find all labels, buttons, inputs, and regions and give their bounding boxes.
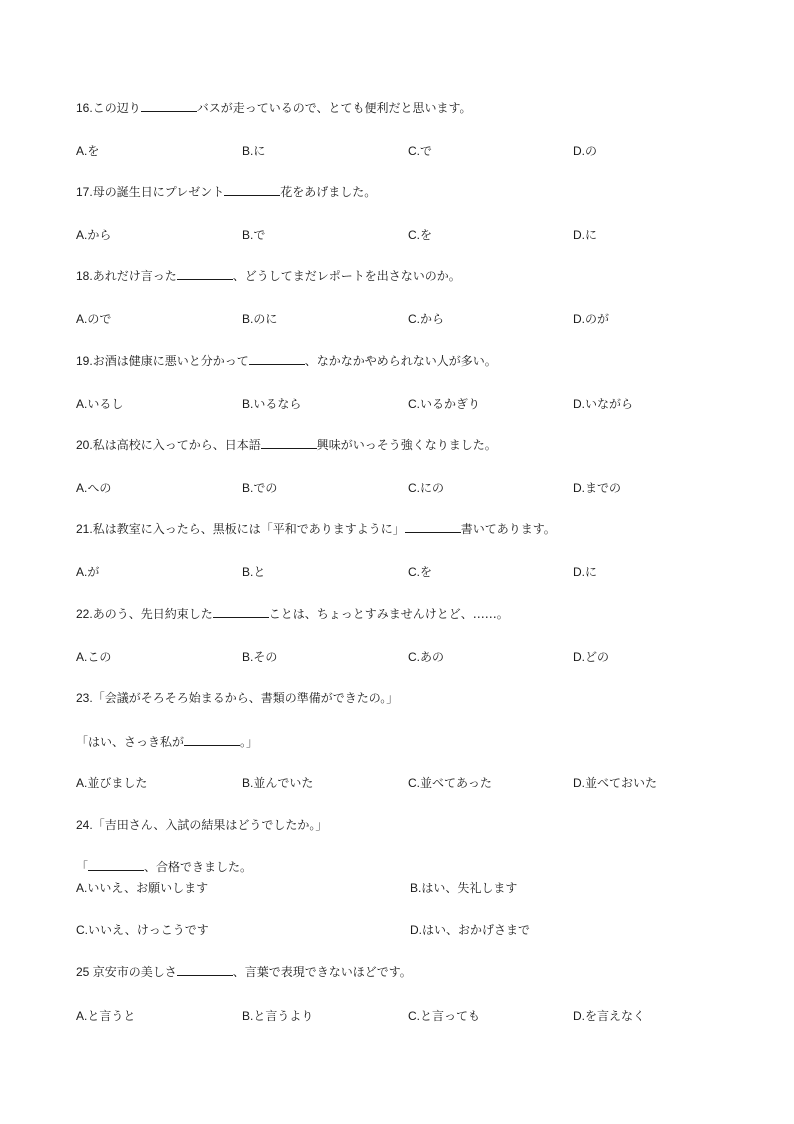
option-c[interactable]: C.いるかぎり — [408, 397, 481, 411]
stem-before: 私は教室に入ったら、黒板には「平和でありますように」 — [92, 522, 405, 536]
option-b[interactable]: B.のに — [242, 312, 278, 326]
question-23-stem — [76, 690, 398, 706]
option-c[interactable]: C.いいえ、けっこうです — [76, 923, 209, 937]
question-24-reply — [76, 859, 252, 875]
option-c[interactable]: C.から — [408, 312, 445, 326]
option-b[interactable]: B.いるなら — [242, 397, 302, 411]
question-number: 18. — [76, 269, 93, 283]
option-b[interactable]: B.と言うより — [242, 1009, 314, 1023]
option-c[interactable]: C.で — [408, 144, 433, 158]
option-d[interactable]: D.を言えなく — [573, 1009, 646, 1023]
question-19-stem — [76, 353, 497, 369]
dialogue-line-1: 「会議がそろそろ始まるから、書類の準備ができたの。」 — [92, 691, 399, 705]
option-b[interactable]: B.での — [242, 481, 278, 495]
option-c[interactable]: C.を — [408, 228, 433, 242]
option-a[interactable]: A.並びました — [76, 776, 148, 790]
stem-before: 母の誕生日にプレゼント — [92, 185, 225, 199]
answer-blank — [177, 268, 233, 280]
dialogue-line-1: 「吉田さん、入試の結果はどうでしたか。」 — [92, 818, 328, 832]
answer-blank — [213, 606, 269, 618]
answer-blank — [261, 437, 317, 449]
answer-blank — [141, 100, 197, 112]
answer-blank — [184, 734, 240, 746]
stem-before: 京安市の美しさ — [92, 965, 177, 979]
reply-after: 。」 — [240, 735, 259, 749]
question-18-stem — [76, 268, 461, 284]
option-d[interactable]: D.どの — [573, 650, 610, 664]
stem-before: あれだけ言った — [92, 269, 177, 283]
option-c[interactable]: C.並べてあった — [408, 776, 492, 790]
option-a[interactable]: A.この — [76, 650, 112, 664]
question-21-stem — [76, 521, 556, 537]
question-number: 22. — [76, 607, 93, 621]
option-b[interactable]: B.はい、失礼します — [410, 881, 518, 895]
option-a[interactable]: A.ので — [76, 312, 112, 326]
question-number: 16. — [76, 101, 93, 115]
question-25-stem — [76, 964, 412, 980]
stem-after: 花をあげました。 — [280, 185, 377, 199]
option-c[interactable]: C.あの — [408, 650, 445, 664]
stem-after: 、言葉で表現できないほどです。 — [232, 965, 412, 979]
option-d[interactable]: D.はい、おかげさまで — [410, 923, 531, 937]
question-number: 21. — [76, 522, 93, 536]
option-d[interactable]: D.のが — [573, 312, 610, 326]
stem-after: 、なかなかやめられない人が多い。 — [304, 354, 497, 368]
stem-after: ことは、ちょっとすみませんけとど、……。 — [268, 607, 509, 621]
option-c[interactable]: C.を — [408, 565, 433, 579]
stem-after: バスが走っているので、とても便利だと思います。 — [196, 101, 472, 115]
answer-blank — [177, 964, 233, 976]
answer-blank — [249, 353, 305, 365]
option-d[interactable]: D.の — [573, 144, 598, 158]
option-b[interactable]: B.で — [242, 228, 266, 242]
stem-after: 書いてあります。 — [460, 522, 556, 536]
option-d[interactable]: D.に — [573, 228, 598, 242]
answer-blank — [224, 184, 280, 196]
stem-before: あのう、先日約束した — [92, 607, 213, 621]
stem-after: 、どうしてまだレポートを出さないのか。 — [232, 269, 461, 283]
option-c[interactable]: C.にの — [408, 481, 445, 495]
option-a[interactable]: A.を — [76, 144, 100, 158]
question-number: 24. — [76, 818, 93, 832]
option-b[interactable]: B.と — [242, 565, 266, 579]
question-number: 19. — [76, 354, 93, 368]
question-number: 17. — [76, 185, 93, 199]
option-d[interactable]: D.並べておいた — [573, 776, 658, 790]
answer-blank — [88, 859, 144, 871]
option-a[interactable]: A.が — [76, 565, 100, 579]
option-d[interactable]: D.に — [573, 565, 598, 579]
stem-after: 興味がいっそう強くなりました。 — [316, 438, 497, 452]
question-number: 23. — [76, 691, 93, 705]
question-22-stem — [76, 606, 509, 622]
option-d[interactable]: D.いながら — [573, 397, 634, 411]
reply-before: 「 — [76, 860, 89, 874]
question-number: 25 — [76, 965, 93, 979]
question-16-stem — [76, 100, 472, 116]
stem-before: 私は高校に入ってから、日本語 — [92, 438, 261, 452]
option-a[interactable]: A.から — [76, 228, 112, 242]
question-17-stem — [76, 184, 376, 200]
question-24-stem — [76, 817, 327, 833]
stem-before: この辺り — [92, 101, 141, 115]
option-a[interactable]: A.への — [76, 481, 112, 495]
option-c[interactable]: C.と言っても — [408, 1009, 481, 1023]
option-b[interactable]: B.に — [242, 144, 266, 158]
option-b[interactable]: B.その — [242, 650, 278, 664]
question-23-reply — [76, 734, 258, 750]
reply-after: 、合格できました。 — [144, 860, 253, 874]
question-20-stem — [76, 437, 497, 453]
option-a[interactable]: A.と言うと — [76, 1009, 136, 1023]
option-b[interactable]: B.並んでいた — [242, 776, 314, 790]
option-a[interactable]: A.いいえ、お願いします — [76, 881, 209, 895]
question-number: 20. — [76, 438, 93, 452]
option-d[interactable]: D.までの — [573, 481, 622, 495]
reply-before: 「はい、さっき私が — [76, 735, 185, 749]
stem-before: お酒は健康に悪いと分かって — [92, 354, 249, 368]
option-a[interactable]: A.いるし — [76, 397, 124, 411]
answer-blank — [405, 521, 461, 533]
